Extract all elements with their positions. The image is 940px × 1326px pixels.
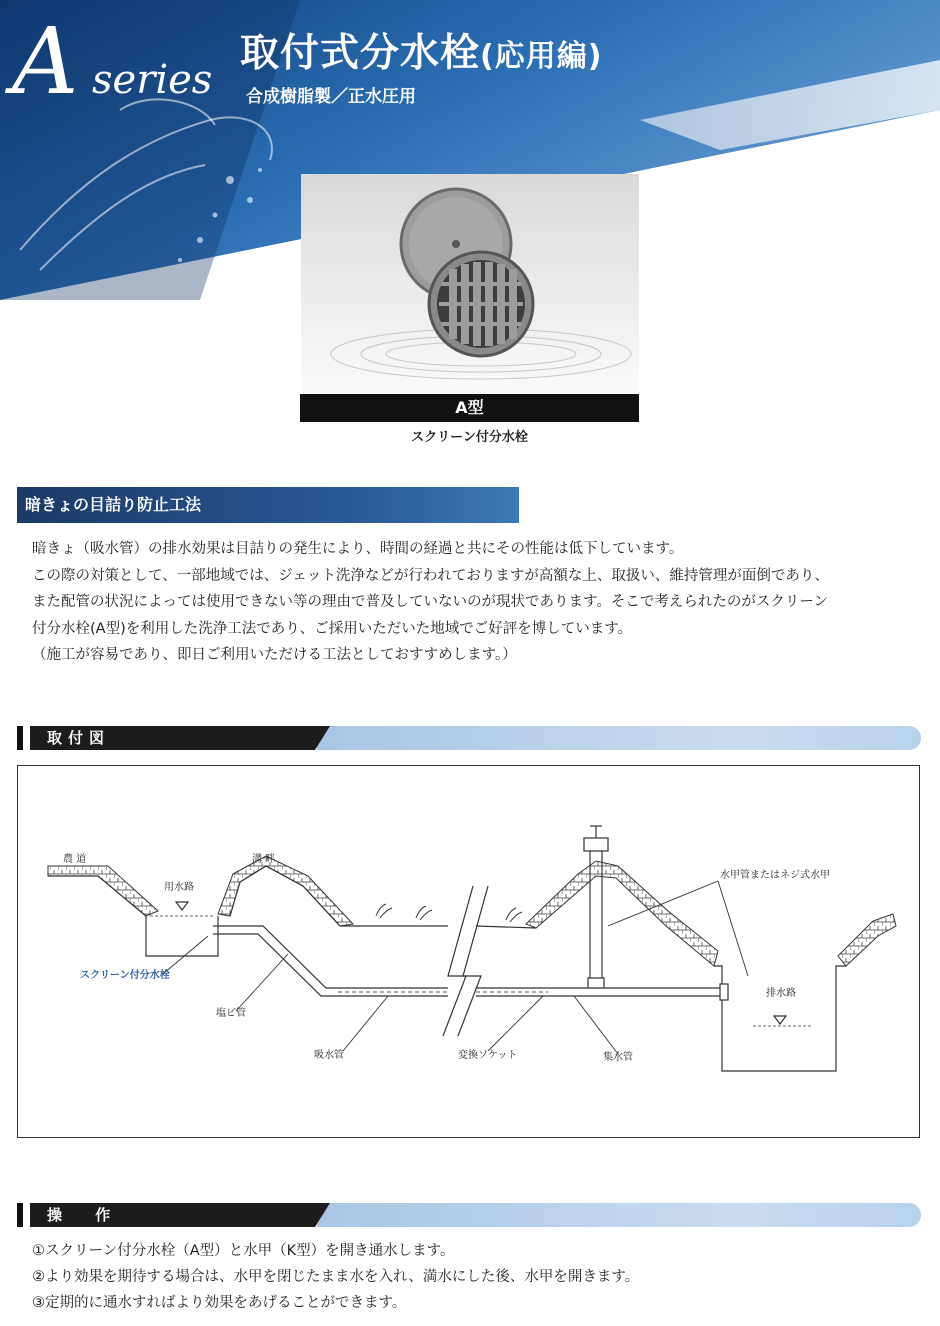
collector-pipe-label: 集水管 — [603, 1052, 633, 1063]
pvc-pipe-label: 塩ビ管 — [216, 1008, 246, 1019]
bar-tick — [17, 1203, 23, 1227]
drain-channel-label: 排水路 — [766, 988, 796, 999]
method-paragraph: この際の対策として、一部地域では、ジェット洗浄などが行われておりますが高額な上、取扱い、維持管理が面倒であり、 — [32, 567, 829, 584]
method-paragraph: 暗きょ（吸水管）の排水効果は目詰りの発生により、時間の経過と共にその性能は低下しています。 — [32, 541, 684, 557]
product-caption: A型 — [300, 394, 639, 422]
product-photo — [301, 174, 639, 394]
screen-valve-label: スクリーン付分水栓 — [80, 970, 170, 981]
title-main: 取付式分水栓 — [240, 31, 481, 76]
bar-tick — [17, 726, 23, 750]
installation-drawing — [18, 766, 919, 1137]
product-subcaption: スクリーン付分水栓 — [411, 430, 528, 445]
operation-heading: 操 作 — [47, 1206, 125, 1224]
installation-diagram — [17, 765, 920, 1138]
method-paragraph: また配管の状況によっては使用できない等の理由で普及していないのが現状であります。そこで考えられたのがスクリーン — [32, 594, 829, 610]
operation-step: ②より効果を期待する場合は、水甲を閉じたまま水を入れ、満水にした後、水甲を開きます。 — [32, 1269, 640, 1285]
ditch-bank-label: 溝 畔 — [252, 854, 276, 865]
farm-road-label: 農 道 — [63, 854, 87, 865]
valve-illustration — [301, 174, 639, 394]
adapter-socket-label: 変換ソケット — [458, 1050, 518, 1061]
operation-heading-bar — [17, 1203, 921, 1227]
install-heading-bar — [17, 726, 921, 750]
page-subtitle: 合成樹脂製／正水圧用 — [246, 87, 416, 107]
operation-steps — [32, 1238, 639, 1316]
method-body — [32, 536, 922, 669]
operation-step: ①スクリーン付分水栓（A型）と水甲（K型）を開き通水します。 — [32, 1243, 455, 1259]
method-heading: 暗きょの目詰り防止工法 — [17, 487, 519, 523]
page-title — [240, 22, 602, 78]
series-letter: A — [12, 8, 79, 115]
method-paragraph: （施工が容易であり、即日ご利用いただける工法としておすすめします。） — [32, 647, 517, 663]
operation-step: ③定期的に通水すればより効果をあげることができます。 — [32, 1295, 407, 1311]
install-heading: 取付図 — [47, 729, 111, 747]
water-gate-label: 水甲管またはネジ式水甲 — [720, 870, 830, 881]
bar-light — [317, 1203, 921, 1227]
method-paragraph: 付分水栓(A型)を利用した洗浄工法であり、ご採用いただいた地域でご好評を博しています。 — [32, 620, 633, 637]
irrigation-channel-label: 用水路 — [164, 882, 194, 893]
title-paren: (応用編) — [480, 39, 603, 74]
series-word: series — [92, 57, 213, 103]
suction-pipe-label: 吸水管 — [314, 1050, 344, 1061]
bar-light — [317, 726, 921, 750]
